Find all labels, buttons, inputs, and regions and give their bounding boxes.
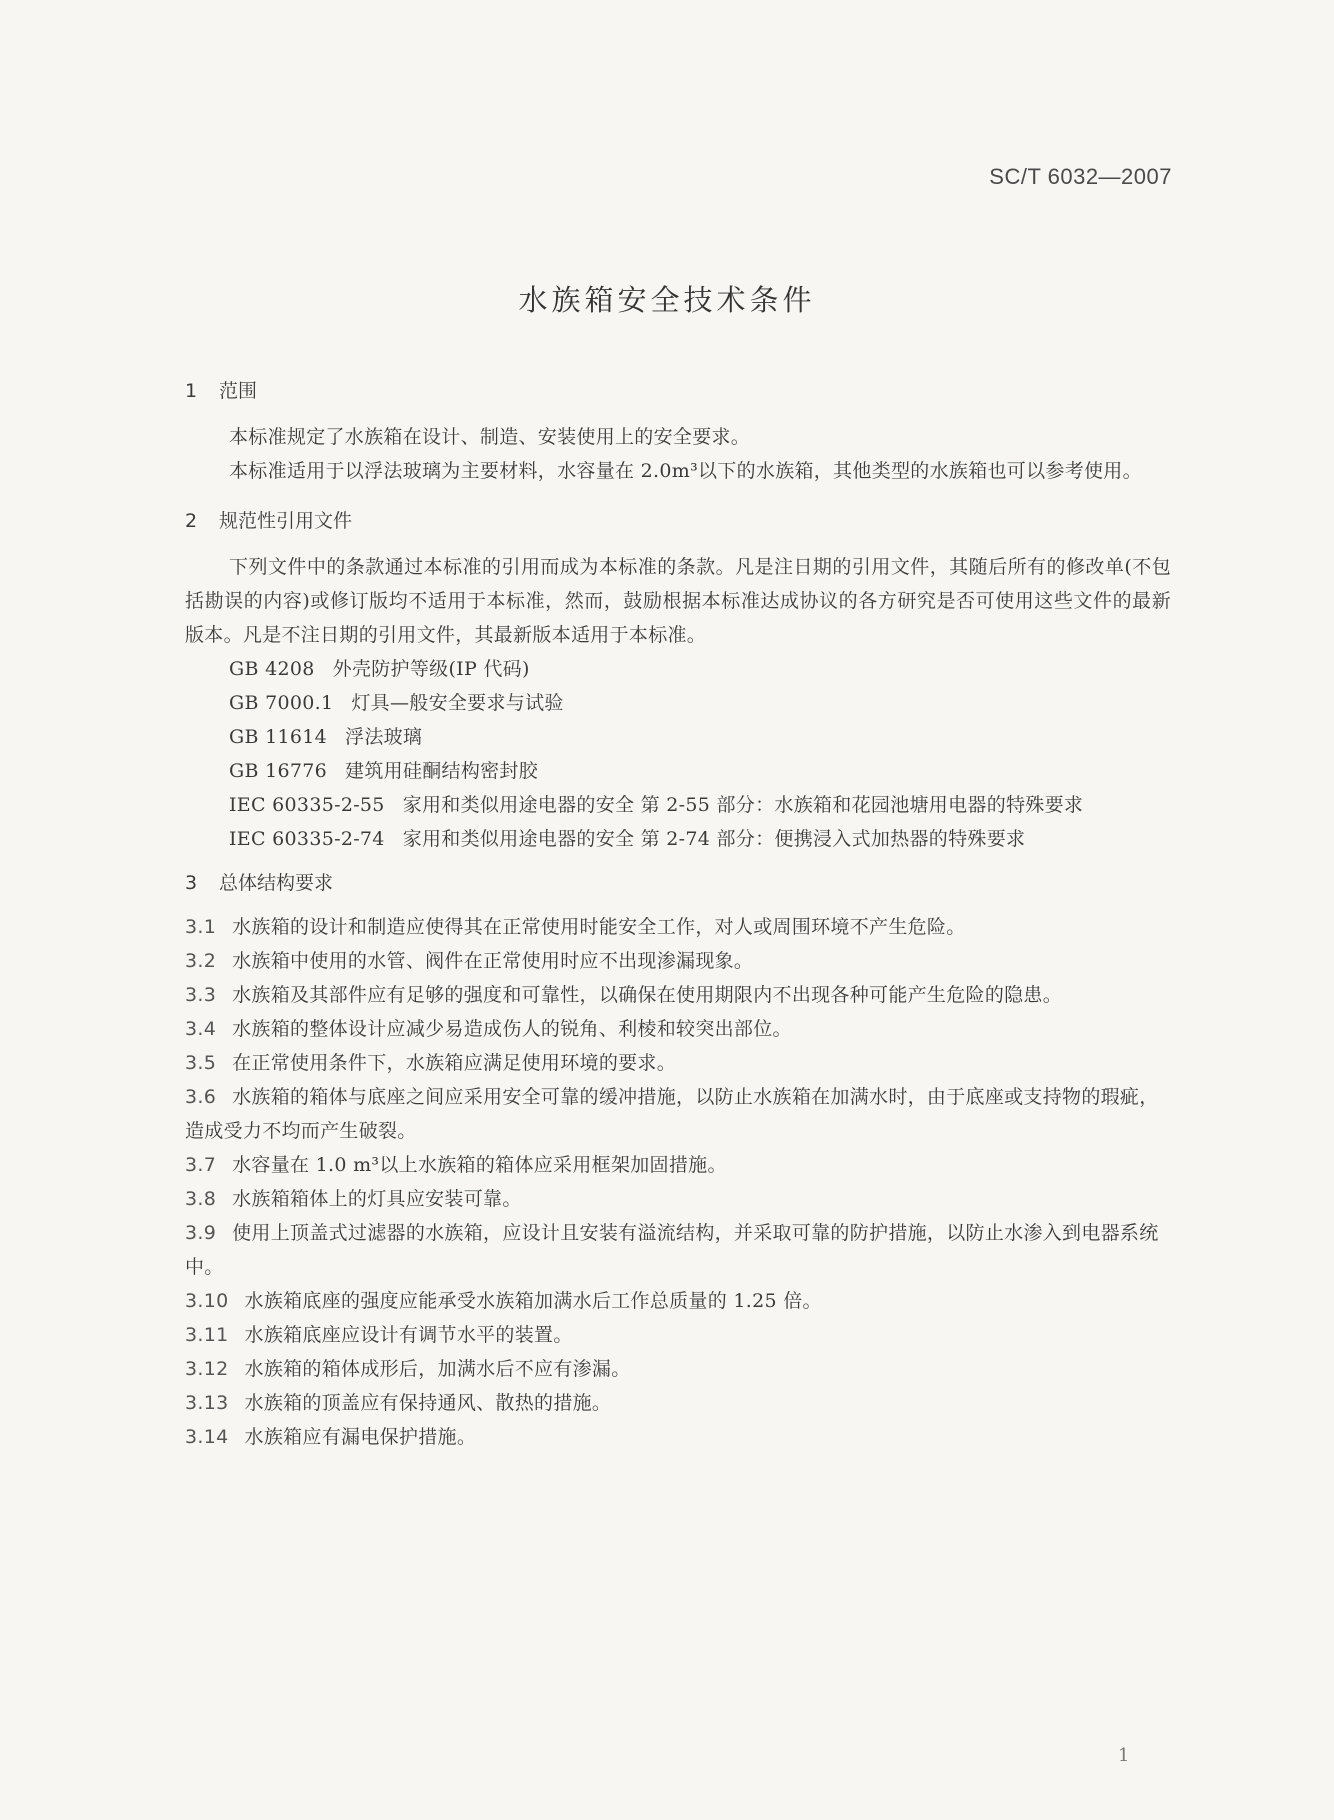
reference-title: 家用和类似用途电器的安全 第 2-55 部分：水族箱和花园池塘用电器的特殊要求 <box>402 794 1084 816</box>
clause-item <box>185 1386 1171 1420</box>
clause-number: 3.8 <box>185 1188 217 1210</box>
clause-number: 3.10 <box>185 1290 229 1312</box>
reference-item <box>185 652 1171 686</box>
clause-number: 3.4 <box>185 1018 217 1040</box>
reference-code: GB 11614 <box>229 726 328 748</box>
standard-code: SC/T 6032—2007 <box>989 164 1172 189</box>
clause-number: 3.12 <box>185 1358 229 1380</box>
reference-title: 家用和类似用途电器的安全 第 2-74 部分：便携浸入式加热器的特殊要求 <box>402 828 1026 850</box>
clause-text: 水族箱及其部件应有足够的强度和可靠性，以确保在使用期限内不出现各种可能产生危险的隐患。 <box>232 984 1063 1006</box>
reference-title: 外壳防护等级(IP 代码) <box>332 658 530 680</box>
clause-text: 水族箱的顶盖应有保持通风、散热的措施。 <box>244 1392 612 1414</box>
clause-number: 3.9 <box>185 1222 217 1244</box>
reference-item <box>185 788 1171 822</box>
clause-item <box>185 1216 1171 1284</box>
paragraph: 下列文件中的条款通过本标准的引用而成为本标准的条款。凡是注日期的引用文件，其随后所有的修改单(不包括勘误的内容)或修订版均不适用于本标准，然而，鼓励根据本标准达成协议的各方研究是否可使用这些文件的最新版本。凡是不注日期的引用文件，其最新版本适用于本标准。 <box>185 556 1171 646</box>
clause-text: 水族箱的设计和制造应使得其在正常使用时能安全工作，对人或周围环境不产生危险。 <box>232 916 966 938</box>
clause-item <box>185 910 1171 944</box>
reference-title: 浮法玻璃 <box>345 726 423 748</box>
reference-code: GB 16776 <box>229 760 328 782</box>
section-number: 3 <box>185 872 198 894</box>
section-number: 2 <box>185 510 198 532</box>
clause-text: 水族箱的整体设计应减少易造成伤人的锐角、利棱和较突出部位。 <box>232 1018 792 1040</box>
section-number: 1 <box>185 380 198 402</box>
document-title: 水族箱安全技术条件 <box>518 283 816 317</box>
section-title: 范围 <box>219 380 258 402</box>
section-2-heading <box>185 508 1171 534</box>
clause-number: 3.14 <box>185 1426 229 1448</box>
clause-number: 3.5 <box>185 1052 217 1074</box>
clause-item <box>185 1420 1171 1454</box>
clause-text: 水族箱的箱体成形后，加满水后不应有渗漏。 <box>244 1358 631 1380</box>
clause-text: 水族箱底座应设计有调节水平的装置。 <box>244 1324 573 1346</box>
document-body <box>185 378 1171 1454</box>
clause-item <box>185 944 1171 978</box>
clause-text: 水族箱应有漏电保护措施。 <box>244 1426 477 1448</box>
clause-item <box>185 1046 1171 1080</box>
reference-item <box>185 822 1171 856</box>
reference-item <box>185 720 1171 754</box>
clause-text: 在正常使用条件下，水族箱应满足使用环境的要求。 <box>232 1052 677 1074</box>
clause-number: 3.2 <box>185 950 217 972</box>
reference-code: IEC 60335-2-55 <box>229 794 385 816</box>
clause-number: 3.7 <box>185 1154 217 1176</box>
paragraph: 本标准适用于以浮法玻璃为主要材料，水容量在 2.0m³以下的水族箱，其他类型的水族箱也可以参考使用。 <box>229 460 1142 482</box>
clause-text: 水族箱的箱体与底座之间应采用安全可靠的缓冲措施，以防止水族箱在加满水时，由于底座或支持物的瑕疵，造成受力不均而产生破裂。 <box>185 1086 1159 1142</box>
clause-text: 水族箱中使用的水管、阀件在正常使用时应不出现渗漏现象。 <box>232 950 754 972</box>
section-title: 总体结构要求 <box>219 872 334 894</box>
clause-text: 水族箱底座的强度应能承受水族箱加满水后工作总质量的 1.25 倍。 <box>244 1290 822 1312</box>
clause-item <box>185 1182 1171 1216</box>
clause-item <box>185 1318 1171 1352</box>
clause-text: 使用上顶盖式过滤器的水族箱，应设计且安装有溢流结构，并采取可靠的防护措施，以防止水渗入到电器系统中。 <box>185 1222 1159 1278</box>
reference-code: GB 7000.1 <box>229 692 334 714</box>
reference-title: 灯具—般安全要求与试验 <box>351 692 564 714</box>
clause-number: 3.1 <box>185 916 217 938</box>
reference-code: IEC 60335-2-74 <box>229 828 385 850</box>
clause-item <box>185 1012 1171 1046</box>
section-1-heading <box>185 378 1171 404</box>
clause-number: 3.6 <box>185 1086 217 1108</box>
page-number: 1 <box>1118 1745 1130 1766</box>
reference-title: 建筑用硅酮结构密封胶 <box>345 760 539 782</box>
section-3-heading <box>185 870 1171 896</box>
clause-item <box>185 1352 1171 1386</box>
paragraph: 本标准规定了水族箱在设计、制造、安装使用上的安全要求。 <box>229 426 751 448</box>
reference-item <box>185 686 1171 720</box>
clause-item <box>185 1080 1171 1148</box>
clause-number: 3.3 <box>185 984 217 1006</box>
clause-number: 3.11 <box>185 1324 229 1346</box>
clause-item <box>185 978 1171 1012</box>
reference-item <box>185 754 1171 788</box>
clause-item <box>185 1284 1171 1318</box>
clause-text: 水容量在 1.0 m³以上水族箱的箱体应采用框架加固措施。 <box>232 1154 727 1176</box>
clause-number: 3.13 <box>185 1392 229 1414</box>
section-title: 规范性引用文件 <box>219 510 353 532</box>
reference-code: GB 4208 <box>229 658 315 680</box>
clause-text: 水族箱箱体上的灯具应安装可靠。 <box>232 1188 522 1210</box>
clause-item <box>185 1148 1171 1182</box>
